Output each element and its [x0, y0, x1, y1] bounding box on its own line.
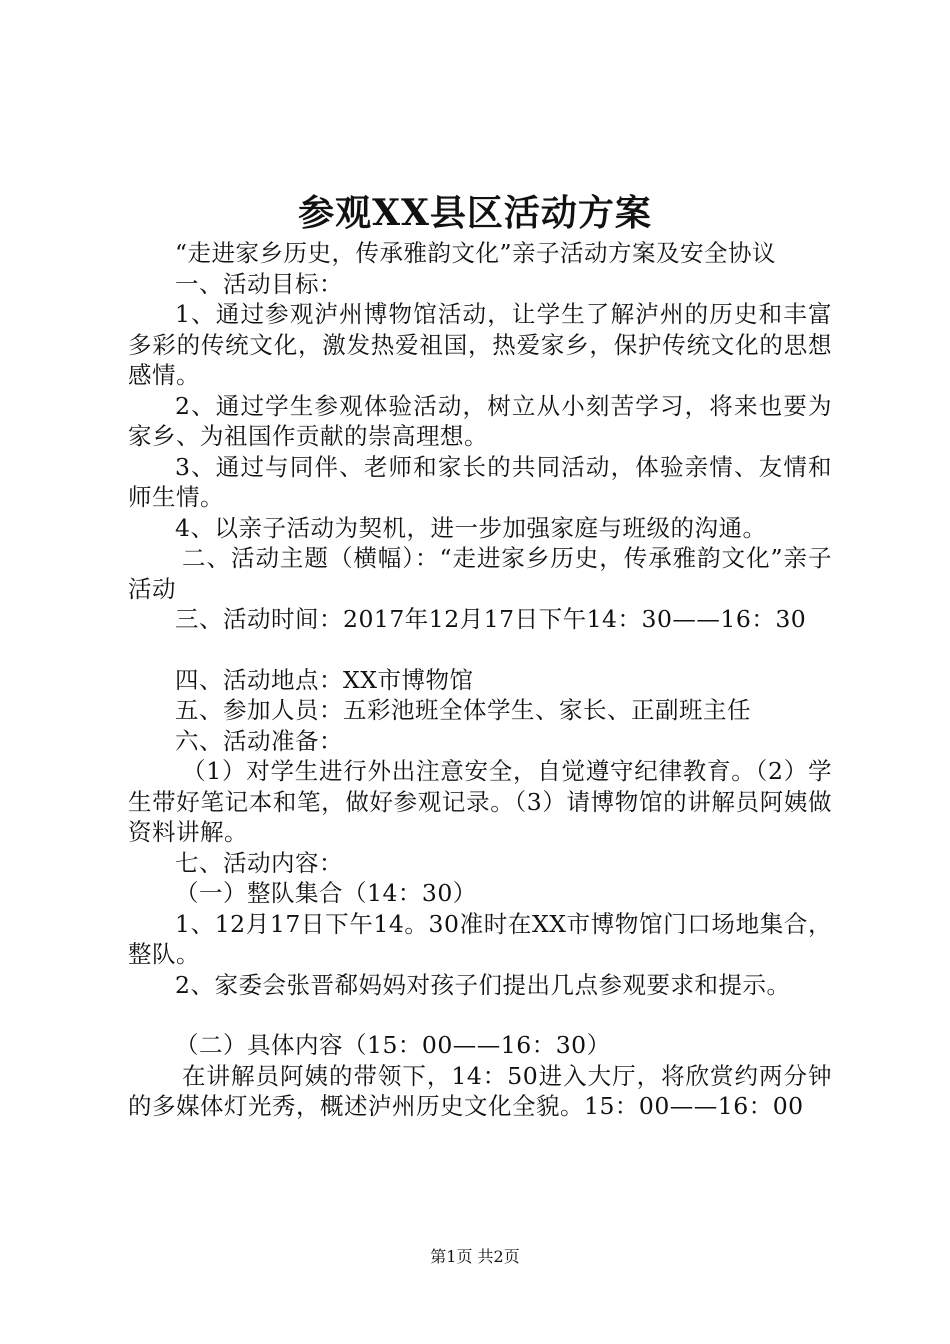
paragraph-assembly-1: 1、12月17日下午14。30准时在XX市博物馆门口场地集合，整队。	[128, 909, 832, 968]
paragraph-content-heading: 七、活动内容：	[175, 848, 343, 877]
paragraph-preparation: （1）对学生进行外出注意安全，自觉遵守纪律教育。（2）学生带好笔记本和笔，做好参观记录。（3）请博物馆的讲解员阿姨做资料讲解。	[128, 757, 832, 846]
paragraph-theme: 二、活动主题（横幅）：“走进家乡历史，传承雅韵文化”亲子活动	[128, 544, 832, 603]
paragraph-goal-2: 2、通过学生参观体验活动，树立从小刻苦学习，将来也要为家乡、为祖国作贡献的崇高理想。	[128, 391, 832, 450]
paragraph-subtitle: “走进家乡历史，传承雅韵文化”亲子活动方案及安全协议	[175, 239, 777, 267]
paragraph-gap	[128, 1000, 832, 1030]
paragraph-gap	[128, 635, 832, 665]
paragraph-assembly-heading: （一）整队集合（14：30）	[175, 879, 477, 907]
paragraph-goal-3: 3、通过与同伴、老师和家长的共同活动，体验亲情、友情和师生情。	[128, 452, 832, 511]
paragraph-details-heading: （二）具体内容（15：00——16：30）	[175, 1031, 611, 1059]
page-footer: 第1页 共2页	[430, 1247, 520, 1266]
paragraph-preparation-heading: 六、活动准备：	[175, 726, 343, 755]
paragraph-time: 三、活动时间：2017年12月17日下午14：30——16：30	[175, 605, 807, 633]
document-title: 参观XX县区活动方案	[298, 192, 652, 234]
paragraph-participants: 五、参加人员：五彩池班全体学生、家长、正副班主任	[175, 696, 751, 724]
paragraph-goal-4: 4、以亲子活动为契机，进一步加强家庭与班级的沟通。	[175, 513, 767, 542]
paragraph-section-1-heading: 一、活动目标：	[175, 269, 343, 298]
paragraph-location: 四、活动地点：XX市博物馆	[175, 665, 474, 694]
paragraph-goal-1: 1、通过参观泸州博物馆活动，让学生了解泸州的历史和丰富多彩的传统文化，激发热爱祖国，热爱家乡，保护传统文化的思想感情。	[128, 300, 832, 389]
paragraph-details: 在讲解员阿姨的带领下，14：50进入大厅，将欣赏约两分钟的多媒体灯光秀，概述泸州历史文化全貌。15：00——16：00	[128, 1061, 832, 1120]
paragraph-assembly-2: 2、家委会张晋郗妈妈对孩子们提出几点参观要求和提示。	[175, 970, 791, 999]
document-body	[128, 238, 832, 1122]
